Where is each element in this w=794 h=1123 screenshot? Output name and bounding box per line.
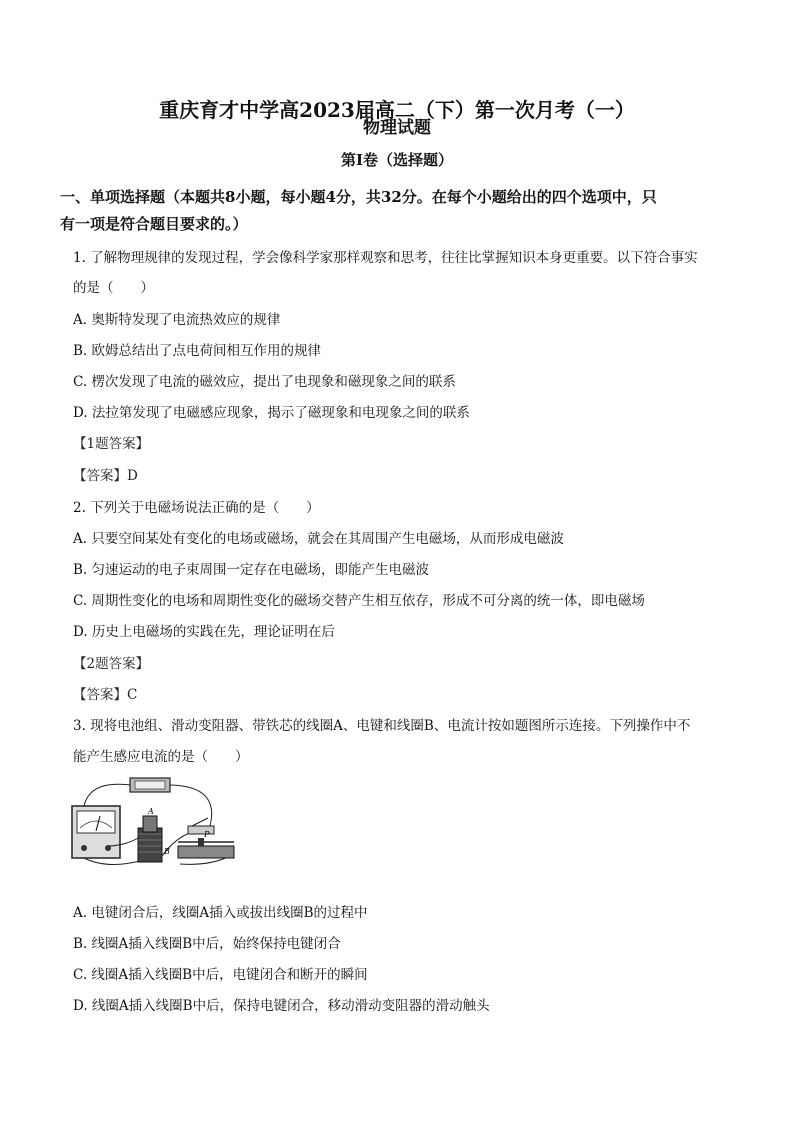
coil-b-icon <box>138 828 162 862</box>
q3-option-d: D. 线圈A插入线圈B中后，保持电键闭合，移动滑动变阻器的滑动触头 <box>73 998 490 1014</box>
q3-option-c: C. 线圈A插入线圈B中后，电键闭合和断开的瞬间 <box>73 967 368 983</box>
galvanometer-icon <box>72 806 120 858</box>
q2-option-a: A. 只要空间某处有变化的电场或磁场，就会在其周围产生电磁场，从而形成电磁波 <box>73 531 564 547</box>
q2-answer-label: 【2题答案】 <box>73 656 150 672</box>
coil-b-label: B <box>164 847 170 856</box>
q1-option-a: A. 奥斯特发现了电流热效应的规律 <box>73 312 281 328</box>
q1-answer-label: 【1题答案】 <box>73 436 150 452</box>
coil-a-label: A <box>148 807 154 816</box>
slider-label: P <box>204 830 210 839</box>
q1-answer: 【答案】D <box>73 468 138 484</box>
q1-stem-line1: 1. 了解物理规律的发现过程，学会像科学家那样观察和思考，往往比掌握知识本身更重要。以下符合事实 <box>73 250 698 266</box>
q2-stem: 2. 下列关于电磁场说法正确的是（ ） <box>73 500 320 516</box>
q2-option-d: D. 历史上电磁场的实践在先，理论证明在后 <box>73 624 335 640</box>
exam-title: 重庆育才中学高2023届高二（下）第一次月考（一） <box>159 98 635 122</box>
rheostat-icon <box>178 838 234 858</box>
q2-answer: 【答案】C <box>73 687 138 703</box>
section-heading-line2: 有一项是符合题目要求的。） <box>60 215 248 233</box>
coil-a-icon <box>143 816 157 832</box>
q2-option-b: B. 匀速运动的电子束周围一定存在电磁场，即能产生电磁波 <box>73 562 430 578</box>
q2-option-c: C. 周期性变化的电场和周期性变化的磁场交替产生相互依存，形成不可分离的统一体，即电磁场 <box>73 593 645 609</box>
part-title: 第I卷（选择题） <box>340 151 454 169</box>
circuit-figure <box>70 776 240 866</box>
q1-option-d: D. 法拉第发现了电磁感应现象，揭示了磁现象和电现象之间的联系 <box>73 405 470 421</box>
q3-stem-line1: 3. 现将电池组、滑动变阻器、带铁芯的线圈A、电键和线圈B、电流计按如题图所示连接。下列操作中不 <box>73 718 691 734</box>
q3-option-a: A. 电键闭合后，线圈A插入或拔出线圈B的过程中 <box>73 905 368 921</box>
q1-option-b: B. 欧姆总结出了点电荷间相互作用的规律 <box>73 343 322 359</box>
q3-stem-line2: 能产生感应电流的是（ ） <box>73 749 249 765</box>
section-heading-line1: 一、单项选择题（本题共8小题，每小题4分，共32分。在每个小题给出的四个选项中，只 <box>60 188 657 206</box>
battery-icon <box>130 778 170 792</box>
switch-icon <box>188 818 214 834</box>
q1-stem-line2: 的是（ ） <box>73 280 154 296</box>
q1-option-c: C. 楞次发现了电流的磁效应，提出了电现象和磁现象之间的联系 <box>73 374 456 390</box>
subject-title: 物理试题 <box>363 118 431 138</box>
q3-option-b: B. 线圈A插入线圈B中后，始终保持电键闭合 <box>73 936 341 952</box>
